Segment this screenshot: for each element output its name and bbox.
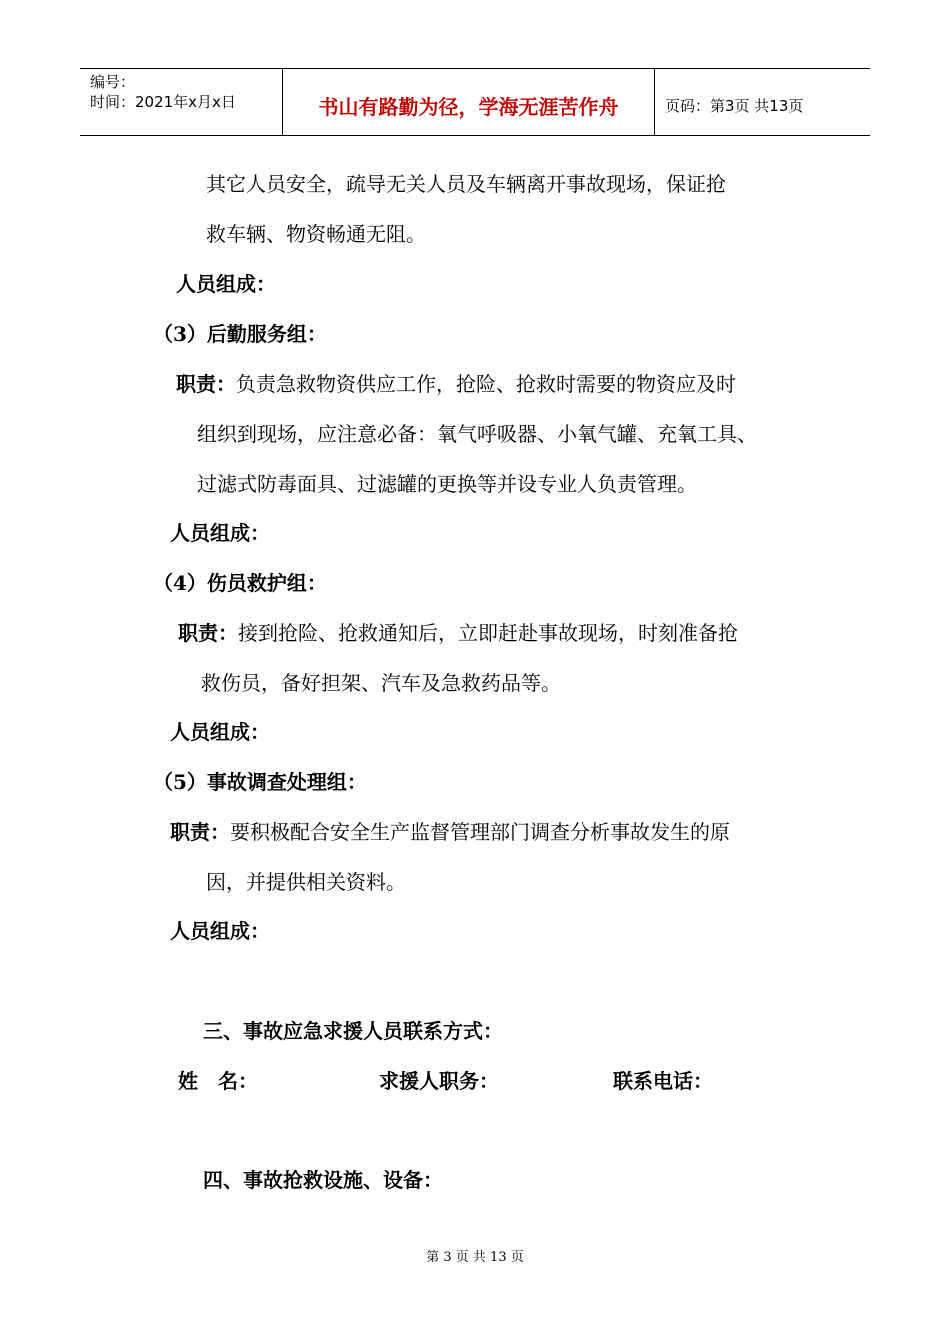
duty-label: 职责： <box>176 372 236 396</box>
text-line: 救伤员，备好担架、汽车及急救药品等。 <box>201 671 561 695</box>
group-heading: （3）后勤服务组： <box>153 322 327 346</box>
duty-label: 职责： <box>170 820 230 844</box>
column-name: 姓 名： <box>178 1069 258 1093</box>
page-code: 页码：第3页 共13页 <box>665 97 804 115</box>
duty-line <box>176 371 736 397</box>
header-left-cell <box>80 69 283 135</box>
members-label: 人员组成： <box>170 521 270 545</box>
text-line: 救车辆、物资畅通无阻。 <box>206 222 426 246</box>
text-line: 其它人员安全，疏导无关人员及车辆离开事故现场，保证抢 <box>206 172 726 196</box>
duty-text: 接到抢险、抢救通知后，立即赶赴事故现场，时刻准备抢 <box>238 621 738 645</box>
number-label: 编号： <box>90 73 136 91</box>
section-heading: 三、事故应急求援人员联系方式： <box>203 1019 503 1043</box>
time-label: 时间：2021年x月x日 <box>90 93 236 111</box>
duty-text: 负责急救物资供应工作，抢险、抢救时需要的物资应及时 <box>236 372 736 396</box>
group-heading: （4）伤员救护组： <box>153 571 327 595</box>
header-table <box>80 68 870 136</box>
text-line: 组织到现场，应注意必备：氧气呼吸器、小氧气罐、充氧工具、 <box>197 422 757 446</box>
duty-line <box>178 620 738 646</box>
members-label: 人员组成： <box>176 272 276 296</box>
column-role: 求援人职务： <box>379 1069 499 1093</box>
text-line: 因，并提供相关资料。 <box>206 870 406 894</box>
header-right-cell <box>655 69 870 135</box>
text-line: 过滤式防毒面具、过滤罐的更换等并设专业人负责管理。 <box>197 472 697 496</box>
duty-label: 职责： <box>178 621 238 645</box>
group-heading: （5）事故调查处理组： <box>153 770 367 794</box>
duty-line <box>170 819 730 845</box>
section-heading: 四、事故抢救设施、设备： <box>203 1168 443 1192</box>
page-footer: 第 3 页 共 13 页 <box>426 1250 524 1265</box>
header-middle-cell <box>283 69 655 135</box>
members-label: 人员组成： <box>170 919 270 943</box>
duty-text: 要积极配合安全生产监督管理部门调查分析事故发生的原 <box>230 820 730 844</box>
motto: 书山有路勤为径，学海无涯苦作舟 <box>318 95 619 119</box>
column-phone: 联系电话： <box>613 1069 713 1093</box>
members-label: 人员组成： <box>170 720 270 744</box>
